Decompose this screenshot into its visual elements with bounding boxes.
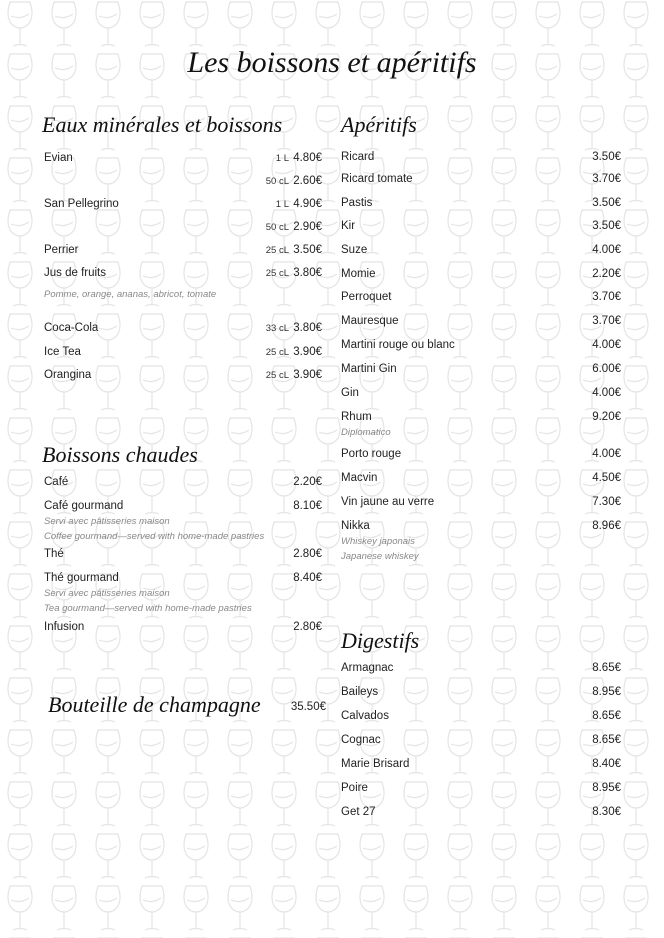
menu-item-name: Poire — [341, 782, 368, 794]
menu-item-size: 1 L — [275, 199, 289, 210]
menu-item-name: Cognac — [341, 734, 381, 746]
menu-item-name: Gin — [341, 387, 359, 399]
menu-item-name: Nikka — [341, 520, 370, 532]
menu-item-price: 3.50€ — [592, 151, 621, 163]
chaudes-heading: Boissons chaudes — [42, 442, 198, 467]
menu-item-price: 8.95€ — [592, 782, 621, 794]
menu-item-price: 4.00€ — [592, 244, 621, 256]
menu-item-price: 4.90€ — [293, 198, 322, 210]
menu-item-name: Pastis — [341, 197, 373, 209]
menu-item-price: 2.20€ — [592, 268, 621, 280]
menu-item-name: Jus de fruits — [44, 267, 106, 279]
menu-item-price: 8.65€ — [592, 662, 621, 674]
menu-item-price: 8.40€ — [293, 572, 322, 584]
menu-item-price: 3.50€ — [592, 197, 621, 209]
menu-item-size: 33 cL — [265, 323, 289, 334]
menu-item-price: 6.00€ — [592, 363, 621, 375]
menu-item-note: Japanese whiskey — [341, 551, 419, 562]
menu-item-name: Ice Tea — [44, 346, 81, 358]
aperitifs-heading: Apéritifs — [341, 112, 417, 137]
menu-item-price: 2.80€ — [293, 621, 322, 633]
menu-item-size: 25 cL — [265, 268, 289, 279]
menu-item-size: 50 cL — [265, 176, 289, 187]
menu-item-price: 4.80€ — [293, 152, 322, 164]
champagne-price: 35.50€ — [290, 701, 326, 713]
menu-item-size: 25 cL — [265, 347, 289, 358]
menu-item-name: Martini Gin — [341, 363, 397, 375]
menu-item-price: 2.20€ — [293, 476, 322, 488]
menu-item-price: 2.60€ — [293, 175, 322, 187]
menu-item-price: 8.10€ — [293, 500, 322, 512]
menu-item-name: Evian — [44, 152, 73, 164]
menu-item-name: Calvados — [341, 710, 389, 722]
menu-item-size: 1 L — [275, 153, 289, 164]
menu-item-name: Baileys — [341, 686, 379, 698]
menu-item-price: 8.96€ — [592, 520, 621, 532]
menu-item-price: 3.70€ — [592, 173, 621, 185]
menu-item-price: 8.95€ — [592, 686, 621, 698]
menu-item-price: 8.65€ — [592, 734, 621, 746]
menu-item-price: 4.00€ — [592, 387, 621, 399]
menu-item-price: 3.80€ — [293, 267, 322, 279]
menu-item-name: Kir — [341, 220, 356, 232]
menu-item-price: 3.50€ — [293, 244, 322, 256]
menu-item-price: 3.90€ — [293, 369, 322, 381]
menu-item-name: Perroquet — [341, 291, 392, 303]
menu-item-price: 9.20€ — [592, 411, 621, 423]
digestifs-heading: Digestifs — [341, 628, 420, 653]
menu-item-name: Café gourmand — [44, 500, 124, 512]
menu-item-note: Diplomatico — [341, 427, 391, 438]
menu-item-price: 3.50€ — [592, 220, 621, 232]
eaux-heading: Eaux minérales et boissons — [42, 112, 283, 137]
menu-item-price: 8.65€ — [592, 710, 621, 722]
menu-item-price: 7.30€ — [592, 496, 621, 508]
menu-item-note: Coffee gourmand—served with home-made pastries — [44, 531, 265, 542]
menu-item-name: Armagnac — [341, 662, 394, 674]
menu-item-name: Thé — [44, 548, 64, 560]
menu-item-note: Servi avec pâtisseries maison — [44, 588, 170, 599]
menu-item-size: 25 cL — [265, 370, 289, 381]
menu-item-name: Macvin — [341, 472, 378, 484]
menu-item-price: 2.90€ — [293, 221, 322, 233]
menu-item-note: Pomme, orange, ananas, abricot, tomate — [44, 289, 217, 300]
menu-item-price: 3.80€ — [293, 322, 322, 334]
menu-item-name: Momie — [341, 268, 376, 280]
menu-item-name: Mauresque — [341, 315, 399, 327]
menu-item-name: Martini rouge ou blanc — [341, 339, 455, 351]
menu-item-name: Suze — [341, 244, 368, 256]
menu-item-name: Rhum — [341, 411, 372, 423]
champagne-heading: Bouteille de champagne — [48, 692, 261, 717]
menu-item-name: Orangina — [44, 369, 92, 381]
menu-item-name: Thé gourmand — [44, 572, 119, 584]
menu-item-price: 4.00€ — [592, 448, 621, 460]
menu-item-name: Perrier — [44, 244, 79, 256]
menu-item-name: Infusion — [44, 621, 85, 633]
menu-item-name: Marie Brisard — [341, 758, 410, 770]
page-title: Les boissons et apéritifs — [187, 46, 477, 79]
menu-item-name: Café — [44, 476, 69, 488]
menu-item-price: 4.00€ — [592, 339, 621, 351]
menu-item-price: 3.70€ — [592, 315, 621, 327]
menu-item-name: Get 27 — [341, 806, 376, 818]
menu-item-name: Porto rouge — [341, 448, 402, 460]
menu-item-size: 50 cL — [265, 222, 289, 233]
menu-item-price: 4.50€ — [592, 472, 621, 484]
menu-item-note: Whiskey japonais — [341, 536, 415, 547]
menu-item-price: 8.30€ — [592, 806, 621, 818]
menu-item-name: San Pellegrino — [44, 198, 119, 210]
menu-item-note: Servi avec pâtisseries maison — [44, 516, 170, 527]
menu-item-name: Vin jaune au verre — [341, 496, 435, 508]
menu-item-size: 25 cL — [265, 245, 289, 256]
menu-item-price: 2.80€ — [293, 548, 322, 560]
menu-item-name: Coca-Cola — [44, 322, 99, 334]
menu-item-name: Ricard tomate — [341, 173, 413, 185]
menu-item-price: 3.90€ — [293, 346, 322, 358]
menu-item-price: 8.40€ — [592, 758, 621, 770]
menu-item-note: Tea gourmand—served with home-made pastries — [44, 603, 252, 614]
menu-item-name: Ricard — [341, 151, 375, 163]
menu-item-price: 3.70€ — [592, 291, 621, 303]
